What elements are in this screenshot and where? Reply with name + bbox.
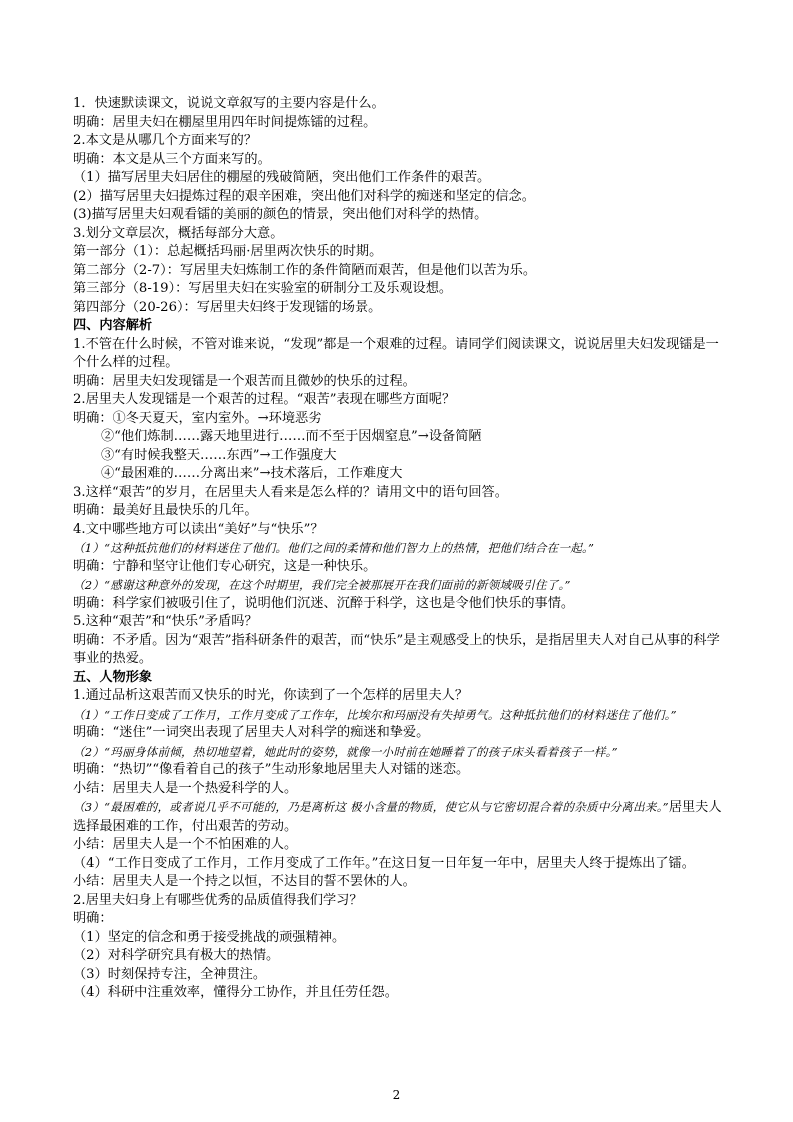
part-3: 第三部分（8-19）：写居里夫妇在实验室的研制分工及乐观设想。	[73, 281, 453, 296]
analysis-answer-1: 明确：居里夫妇发现镭是一个艰苦而且微妙的快乐的过程。	[73, 373, 416, 389]
analysis-answer-5: 明确：不矛盾。因为“艰苦”指科研条件的艰苦，而“快乐”是主观感受上的快乐，是指居里夫人对自己从事的科学事业的热爱。	[73, 632, 720, 666]
question-1: 1．快速默读课文，说说文章叙写的主要内容是什么。	[73, 96, 385, 111]
character-quote-2: （2）“玛丽身体前倾，热切地望着，她此时的姿势，就像一小时前在她睡着了的孩子床头看着孩子一样。”	[73, 744, 618, 759]
analysis-answer-2-item-4: ④“最困难的……分离出来”→技术落后，工作难度大	[101, 466, 403, 481]
character-answer-1: 明确：“迷住”一词突出表现了居里夫人对科学的痴迷和挚爱。	[73, 725, 430, 740]
analysis-answer-2-item-1: 明确：①冬天夏天，室内室外。→环境恶劣	[73, 410, 322, 426]
section-heading-content-analysis: 四、内容解析	[73, 318, 153, 333]
quality-1: （1）坚定的信念和勇于接受挑战的顽强精神。	[73, 929, 346, 945]
analysis-question-1: 1.不管在什么时候，不管对谁来说，“发现”都是一个艰难的过程。请同学们阅读课文，说说居里夫妇发现镭是一个什么样的过程。	[73, 336, 719, 370]
analysis-answer-2-item-3: ③“有时候我整天……东西”→工作强度大	[101, 447, 337, 463]
answer-2: 明确：本文是从三个方面来写的。	[73, 151, 271, 167]
page-content	[73, 95, 725, 1003]
analysis-answer-4a: 明确：宁静和坚守让他们专心研究，这是一种快乐。	[73, 558, 377, 574]
analysis-question-2: 2.居里夫人发现镭是一个艰苦的过程。“艰苦”表现在哪些方面呢？	[73, 392, 456, 407]
character-quote-1: （1）“工作日变成了工作月，工作月变成了工作年，比埃尔和玛丽没有失掉勇气。这种抵抗他们的材料迷住了他们。”	[73, 707, 677, 722]
section-heading-character: 五、人物形象	[73, 669, 153, 685]
answer-2-item-1: （1）描写居里夫妇居住的棚屋的残破简陋，突出他们工作条件的艰苦。	[73, 170, 491, 185]
analysis-question-3: 3.这样“艰苦”的岁月，在居里夫人看来是怎么样的？请用文中的语句回答。	[73, 484, 508, 500]
part-2: 第二部分（2-7）：写居里夫妇炼制工作的条件简陋而艰苦，但是他们以苦为乐。	[73, 262, 537, 278]
quote-2: （2）“感谢这种意外的发现，在这个时期里，我们完全被那展开在我们面前的新领域吸引住了。”	[73, 578, 571, 592]
character-answer-2: 明确：“热切”“像看着自己的孩子”生动形象地居里夫人对镭的迷恋。	[73, 762, 470, 777]
quality-4: （4）科研中注重效率，懂得分工协作，并且任劳任怨。	[73, 985, 398, 1000]
character-answer-label: 明确：	[73, 911, 113, 926]
analysis-question-5: 5.这种“艰苦”和“快乐”矛盾吗？	[73, 614, 258, 629]
page-number: 2	[392, 1088, 401, 1102]
analysis-answer-2-item-2: ②“他们炼制……露天地里进行……而不至于因烟窒息”→设备简陋	[101, 429, 482, 444]
answer-2-item-3: (3)描写居里夫妇观看镭的美丽的颜色的情景，突出他们对科学的热情。	[73, 207, 488, 222]
question-2: 2.本文是从哪几个方面来写的？	[73, 133, 258, 148]
part-4: 第四部分（20-26）：写居里夫妇终于发现镭的场景。	[73, 299, 382, 315]
character-quote-4: （4）“工作日变成了工作月，工作月变成了工作年。”在这日复一日年复一年中，居里夫人终于提炼出了镭。	[73, 855, 695, 871]
quality-3: （3）时刻保持专注，全神贯注。	[73, 966, 267, 982]
answer-1: 明确：居里夫妇在棚屋里用四年时间提炼镭的过程。	[73, 114, 377, 130]
character-quote-3-comment: 居里夫人选择最困难的工作，付出艰苦的劳动。	[73, 800, 722, 834]
part-1: 第一部分（1）：总起概括玛丽·居里两次快乐的时期。	[73, 244, 383, 259]
quality-2: （2）对科学研究具有极大的热情。	[73, 948, 280, 963]
question-3: 3.划分文章层次，概括每部分大意。	[73, 225, 284, 241]
summary-1: 小结：居里夫人是一个热爱科学的人。	[73, 780, 298, 796]
character-quote-3	[73, 798, 725, 836]
character-question-1: 1.通过品析这艰苦而又快乐的时光，你读到了一个怎样的居里夫人？	[73, 688, 469, 703]
analysis-answer-4b: 明确：科学家们被吸引住了，说明他们沉迷、沉醉于科学，这也是令他们快乐的事情。	[73, 595, 575, 611]
quote-1: （1）“这种抵抗他们的材料迷住了他们。他们之间的柔情和他们智力上的热情，把他们结合在一起。”	[73, 541, 595, 555]
character-question-2: 2.居里夫妇身上有哪些优秀的品质值得我们学习？	[73, 892, 363, 908]
summary-2: 小结：居里夫人是一个不怕困难的人。	[73, 837, 298, 852]
analysis-question-4: 4.文中哪些地方可以读出“美好”与“快乐”？	[73, 521, 324, 537]
summary-3: 小结：居里夫人是一个持之以恒，不达目的誓不罢休的人。	[73, 874, 416, 889]
answer-2-item-2: (2）描写居里夫妇提炼过程的艰辛困难，突出他们对科学的痴迷和坚定的信念。	[73, 188, 535, 204]
analysis-answer-3: 明确：最美好且最快乐的几年。	[73, 503, 258, 518]
character-quote-3-text: （3）“最困难的，或者说几乎不可能的，乃是离析这 极小含量的物质，使它从与它密切混合着的杂质中分离出来。”	[73, 800, 669, 814]
